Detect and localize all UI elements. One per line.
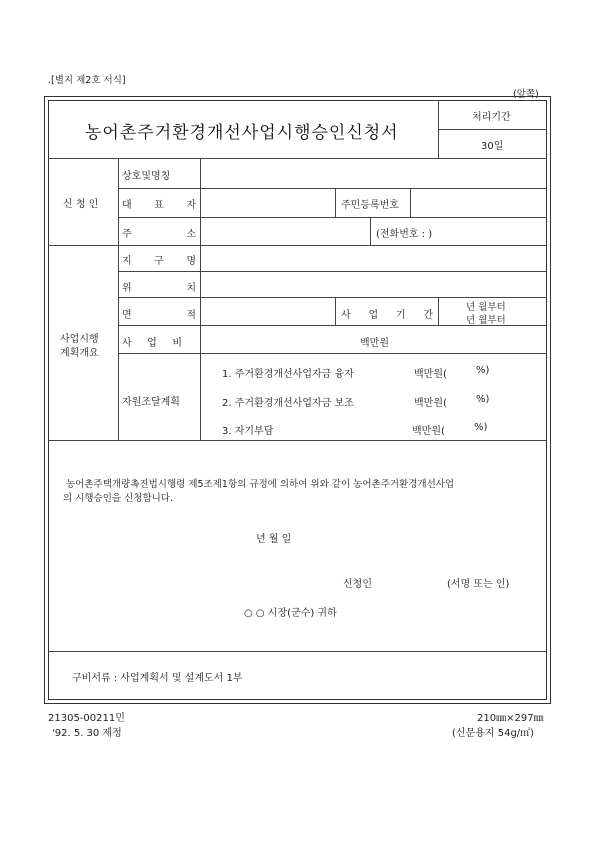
location-label: 위 치: [122, 283, 196, 294]
cell-divider: [438, 297, 439, 325]
district-name-label: 지 구 명: [122, 256, 196, 267]
address-label: 주 소: [122, 229, 196, 240]
signature-field[interactable]: (서명 또는 인): [447, 579, 510, 590]
funding-item-loan: 1. 주거환경개선사업자금 융자: [222, 369, 354, 380]
title-column-divider: [438, 100, 439, 158]
plan-section-label: 계획개요: [60, 348, 99, 359]
funding-self-unit[interactable]: 백만원(: [412, 426, 445, 437]
section-divider: [48, 440, 547, 441]
statement-line: 농어촌주택개량촉진법시행령 제5조제1항의 규정에 의하여 위와 같이 농어촌주거환경개선사업: [66, 479, 455, 490]
project-period-label: 사 업 기 간: [341, 310, 433, 321]
enactment-date: '92. 5. 30 제정: [52, 728, 122, 739]
applicant-signature-label: 신청인: [343, 579, 372, 590]
resident-number-field[interactable]: [411, 189, 546, 217]
form-number-label: .[별지 제2호 서식]: [48, 75, 126, 86]
area-label: 면 적: [122, 310, 196, 321]
funding-self-percent[interactable]: %): [474, 422, 488, 433]
front-side-label: (앞쪽): [513, 89, 539, 100]
recipient: ○ ○ 시장(군수) 귀하: [244, 608, 337, 619]
project-cost-unit[interactable]: 백만원: [360, 338, 389, 349]
funding-subsidy-percent[interactable]: %): [476, 394, 490, 405]
representative-label: 대 표 자: [122, 200, 196, 211]
location-field[interactable]: [201, 272, 546, 297]
period-from-field[interactable]: 년 월부터: [466, 302, 506, 313]
section-divider: [48, 651, 547, 652]
phone-number-field[interactable]: (전화번호 : ): [376, 229, 433, 240]
funding-subsidy-unit[interactable]: 백만원(: [414, 398, 447, 409]
row-divider: [118, 353, 547, 354]
funding-loan-percent[interactable]: %): [476, 365, 490, 376]
cell-divider: [370, 217, 371, 245]
processing-period-label: 처리기간: [472, 112, 511, 123]
section-column-divider: [118, 158, 119, 440]
funding-item-subsidy: 2. 주거환경개선사업자금 보조: [222, 398, 354, 409]
funding-plan-label: 자원조달계획: [122, 397, 180, 408]
paper-size: 210㎜×297㎜: [477, 713, 544, 724]
representative-field[interactable]: [201, 189, 334, 217]
plan-section-label: 사업시행: [60, 334, 99, 345]
form-title: 농어촌주거환경개선사업시행승인신청서: [85, 123, 399, 143]
company-name-field[interactable]: [201, 159, 546, 188]
district-name-field[interactable]: [201, 246, 546, 271]
resident-number-label: 주민등록번호: [341, 200, 399, 211]
period-divider: [438, 129, 547, 130]
processing-period-value: 30일: [481, 141, 504, 152]
cell-divider: [335, 297, 336, 325]
statement-line: 의 시행승인을 신청합니다.: [63, 493, 174, 504]
required-documents: 구비서류 : 사업계획서 및 설계도서 1부: [72, 673, 243, 684]
form-code: 21305-00211민: [48, 713, 125, 724]
company-name-label: 상호및명칭: [122, 171, 171, 182]
cell-divider: [335, 188, 336, 217]
project-cost-label: 사 업 비: [122, 338, 182, 349]
date-field[interactable]: 년 월 일: [256, 534, 292, 545]
address-field[interactable]: [201, 218, 369, 245]
area-field[interactable]: [201, 298, 334, 325]
funding-item-self: 3. 자기부담: [222, 426, 274, 437]
funding-loan-unit[interactable]: 백만원(: [414, 369, 447, 380]
paper-type: (신문용지 54g/㎡): [452, 728, 535, 739]
applicant-section-label: 신 청 인: [63, 199, 99, 210]
period-to-field[interactable]: 년 월부터: [466, 315, 506, 326]
